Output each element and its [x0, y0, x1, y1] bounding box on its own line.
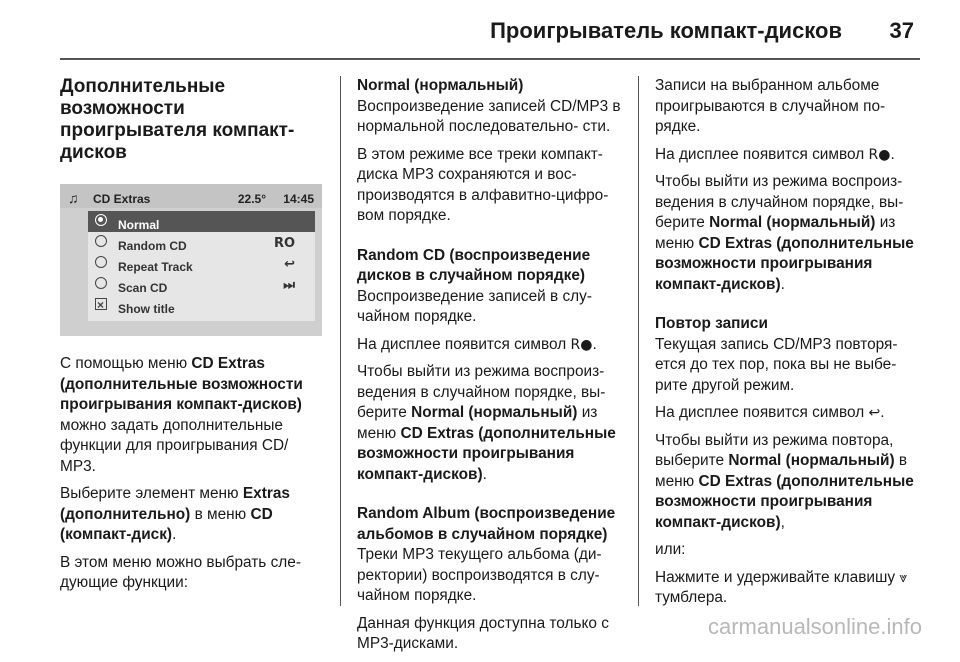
paragraph: Выберите элемент меню Extras (дополнительно) в меню CD (компакт-диск).: [60, 485, 290, 543]
screen-menu-item-label: Normal: [118, 218, 160, 232]
column-2: [357, 76, 625, 662]
radio-icon: [95, 235, 107, 247]
random-icon: R●: [868, 146, 891, 163]
column-separator-2: [638, 76, 639, 606]
paragraph: Воспроизведение записей в слу- чайном порядке.: [357, 287, 592, 325]
paragraph: Текущая запись CD/MP3 повторя- ется до тех пор, пока вы не выбе- рите другой режим.: [655, 335, 898, 394]
paragraph: В этом меню можно выбрать сле- дующие функции:: [60, 553, 301, 591]
screen-title: CD Extras: [93, 192, 151, 206]
radio-icon: [95, 277, 107, 289]
paragraph: Записи на выбранном альбоме проигрываются в случайном по- рядке.: [655, 77, 886, 135]
screen-menu-item-normal: [88, 211, 315, 232]
screen-menu-item-label: Repeat Track: [118, 260, 193, 274]
screen-menu-item-label: Random CD: [118, 239, 187, 253]
paragraph: На дисплее появится символ ↩.: [655, 404, 885, 421]
paragraph: Треки MP3 текущего альбома (ди- ректории) воспроизводятся в слу- чайном порядке.: [357, 546, 602, 604]
screen-menu-item-show-title: [88, 295, 315, 316]
page-number: 37: [889, 18, 914, 43]
paragraph: На дисплее появится символ R●.: [357, 335, 597, 353]
paragraph: Данная функция доступна только с MP3-дисками.: [357, 614, 609, 652]
radio-selected-icon: [95, 214, 107, 226]
subheading-normal: Normal (нормальный): [357, 77, 524, 94]
column-3: [655, 76, 927, 616]
screen-menu-item-repeat-track: [88, 253, 315, 274]
repeat-icon: ↩: [284, 257, 295, 272]
header-rule: [60, 58, 920, 60]
screen-menu: [88, 211, 315, 321]
paragraph: С помощью меню CD Extras (дополнительные возможности проигрывания компакт-дисков) можно задать дополнительные функции для проигрывания CD/ MP3.: [60, 355, 303, 475]
column-1: [60, 76, 322, 601]
screen-topbar: [60, 184, 322, 208]
paragraph: На дисплее появится символ R●.: [655, 145, 895, 163]
screen-menu-item-label: Show title: [118, 302, 175, 316]
checkbox-checked-icon: [95, 298, 107, 310]
paragraph: Чтобы выйти из режима воспроиз- ведения в случайном порядке, вы- берите Normal (нормальный) из меню CD Extras (дополнительные возможности проигрывания компакт-дисков).: [357, 363, 616, 483]
subheading-random-album: Random Album (воспроизведение альбомов в случайном порядке): [357, 505, 616, 543]
paragraph: Чтобы выйти из режима воспроиз- ведения в случайном порядке, вы- берите Normal (нормальный) из меню CD Extras (дополнительные возможности проигрывания компакт-дисков).: [655, 173, 914, 293]
paragraph: Воспроизведение записей CD/MP3 в нормальной последовательно- сти.: [357, 97, 621, 135]
repeat-icon: ↩: [868, 405, 881, 421]
music-note-icon: ♫: [68, 190, 79, 206]
paragraph: Чтобы выйти из режима повтора, выберите Normal (нормальный) в меню CD Extras (дополнительные возможности проигрывания компакт-дисков),: [655, 431, 914, 531]
section-heading: Дополнительные возможности проигрывателя компакт-дисков: [60, 76, 295, 163]
paragraph: или:: [655, 541, 686, 558]
paragraph: В этом режиме все треки компакт- диска MP3 сохраняются и вос- производятся в алфавитно-цифро- вом порядке.: [357, 145, 609, 224]
watermark: carmanualsonline.info: [707, 614, 922, 639]
subheading-repeat-track: Повтор записи: [655, 315, 768, 332]
screen-menu-item-scan-cd: [88, 274, 315, 295]
random-icon: R●: [570, 336, 593, 353]
screen-time: 14:45: [283, 192, 314, 206]
cd-extras-screen-image: [60, 184, 322, 336]
radio-icon: [95, 256, 107, 268]
paragraph: Нажмите и удерживайте клавишу ⩔ тумблера.: [655, 568, 908, 606]
screen-menu-item-label: Scan CD: [118, 281, 168, 295]
random-icon: RO: [273, 236, 295, 251]
screen-temperature: 22.5°: [237, 192, 266, 206]
column-separator-1: [340, 76, 341, 606]
scan-icon: ⏭: [283, 278, 295, 293]
subheading-random-cd: Random CD (воспроизведение дисков в случайном порядке): [357, 246, 591, 284]
toggle-key-icon: ⩔: [899, 569, 908, 586]
screen-menu-item-random-cd: [88, 232, 315, 253]
page-header-title: Проигрыватель компакт-дисков: [490, 18, 842, 43]
